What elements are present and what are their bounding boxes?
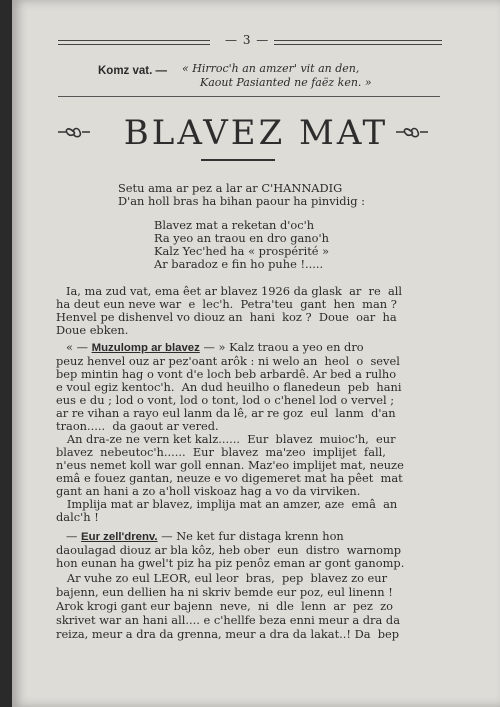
- intro-line: Setu ama ar pez a lar ar C'HANNADIG: [118, 181, 343, 195]
- section2-heading: Eur zell'drenv.: [81, 531, 158, 543]
- right-ornament-icon: [394, 124, 430, 140]
- paragraph-line: n'eus nemet koll war goll ennan. Maz'eo implijet mat, neuze: [56, 458, 404, 472]
- header-rule-left: [58, 40, 210, 45]
- section1-prefix: « —: [66, 340, 88, 354]
- quote-line-1: « Hirroc'h an amzer' vit an den,: [182, 62, 360, 75]
- paragraph-line: dalc'h !: [56, 510, 99, 524]
- document-page: [12, 0, 500, 707]
- paragraph-line: hon eunan ha gwel't piz ha piz penôz eman ar gont ganomp.: [56, 556, 405, 570]
- paragraph-line: Implija mat ar blavez, implija mat an amzer, aze emâ an: [56, 497, 398, 511]
- komz-label: Komz vat. —: [98, 65, 168, 77]
- paragraph-line: gant an hani a zo a'holl viskoaz hag a vo da virviken.: [56, 484, 361, 498]
- section1-suffix: — »: [203, 340, 226, 354]
- verse-line: Ar baradoz e fin ho puhe !.....: [154, 257, 324, 271]
- paragraph-line: eus e du ; lod o vont, lod o tont, lod o c'henel lod o vervel ;: [56, 393, 395, 407]
- paragraph-line: ha deut eun neve war e lec'h. Petra'teu gant hen man ?: [56, 297, 397, 311]
- paragraph-line: bep mintin hag o vont d'e loch beb arbardê. Ar bed a rulho: [56, 367, 397, 381]
- paragraph-line: reiza, meur a dra da grenna, meur a dra da lakat..! Da bep: [56, 627, 400, 641]
- header-bottom-rule: [58, 96, 440, 97]
- paragraph-line: Arok krogi gant eur bajenn neve, ni dle lenn ar pez zo: [56, 599, 394, 613]
- header-rule-right: [274, 40, 442, 45]
- paragraph-line: blavez nebeutoc'h...... Eur blavez ma'zeo implijet fall,: [56, 445, 386, 459]
- paragraph-line: traon..... da gaout ar vered.: [56, 419, 219, 433]
- paragraph-line: skrivet war an hani all.... e c'hellfe beza enni meur a dra da: [56, 613, 400, 627]
- page-title: BLAVEZ MAT: [123, 113, 389, 153]
- paragraph-line: emâ e fouez gantan, neuze e vo digemeret mat ha pêet mat: [56, 471, 403, 485]
- paragraph-line: e voul egiz kentoc'h. An dud heuilho o flanedeun peb hani: [56, 380, 402, 394]
- verse-line: Ra yeo an traou en dro gano'h: [154, 231, 329, 245]
- paragraph-line: Henvel pe dishenvel vo diouz an hani koz ? Doue oar ha: [56, 310, 397, 324]
- verse-line: Blavez mat a reketan d'oc'h: [154, 218, 315, 232]
- paragraph-line: ar re vihan a rayo eul lanm da lê, ar re goz eul lanm d'an: [56, 406, 396, 420]
- title-underline: [201, 159, 275, 161]
- paragraph-line: Ia, ma zud vat, ema êet ar blavez 1926 da glask ar re all: [66, 284, 403, 298]
- quote-line-2: Kaout Pasianted ne faëz ken. »: [200, 76, 372, 89]
- paragraph-line: Ar vuhe zo eul LEOR, eul leor bras, pep blavez zo eur: [56, 571, 388, 585]
- paragraph-line: peuz henvel ouz ar pez'oant arôk : ni welo an heol o sevel: [56, 354, 400, 368]
- section2-first-line-rest: — Ne ket fur distaga krenn hon: [161, 529, 344, 543]
- paragraph-line: bajenn, eun dellien ha ni skriv bemde eur poz, eul linenn !: [56, 585, 393, 599]
- paragraph-line: daoulagad diouz ar bla kôz, heb ober eun distro warnomp: [56, 543, 402, 557]
- intro-line: D'an holl bras ha bihan paour ha pinvidig :: [118, 194, 365, 208]
- paragraph-line: An dra-ze ne vern ket kalz...... Eur blavez muioc'h, eur: [56, 432, 396, 446]
- section1-first-line-rest: Kalz traou a yeo en dro: [229, 340, 364, 354]
- section2-prefix: —: [66, 529, 78, 543]
- section1-heading: Muzulomp ar blavez: [91, 342, 200, 354]
- page-number: — 3 —: [225, 33, 270, 47]
- paragraph-line: Doue ebken.: [56, 323, 129, 337]
- verse-line: Kalz Yec'hed ha « prospérité »: [154, 244, 330, 258]
